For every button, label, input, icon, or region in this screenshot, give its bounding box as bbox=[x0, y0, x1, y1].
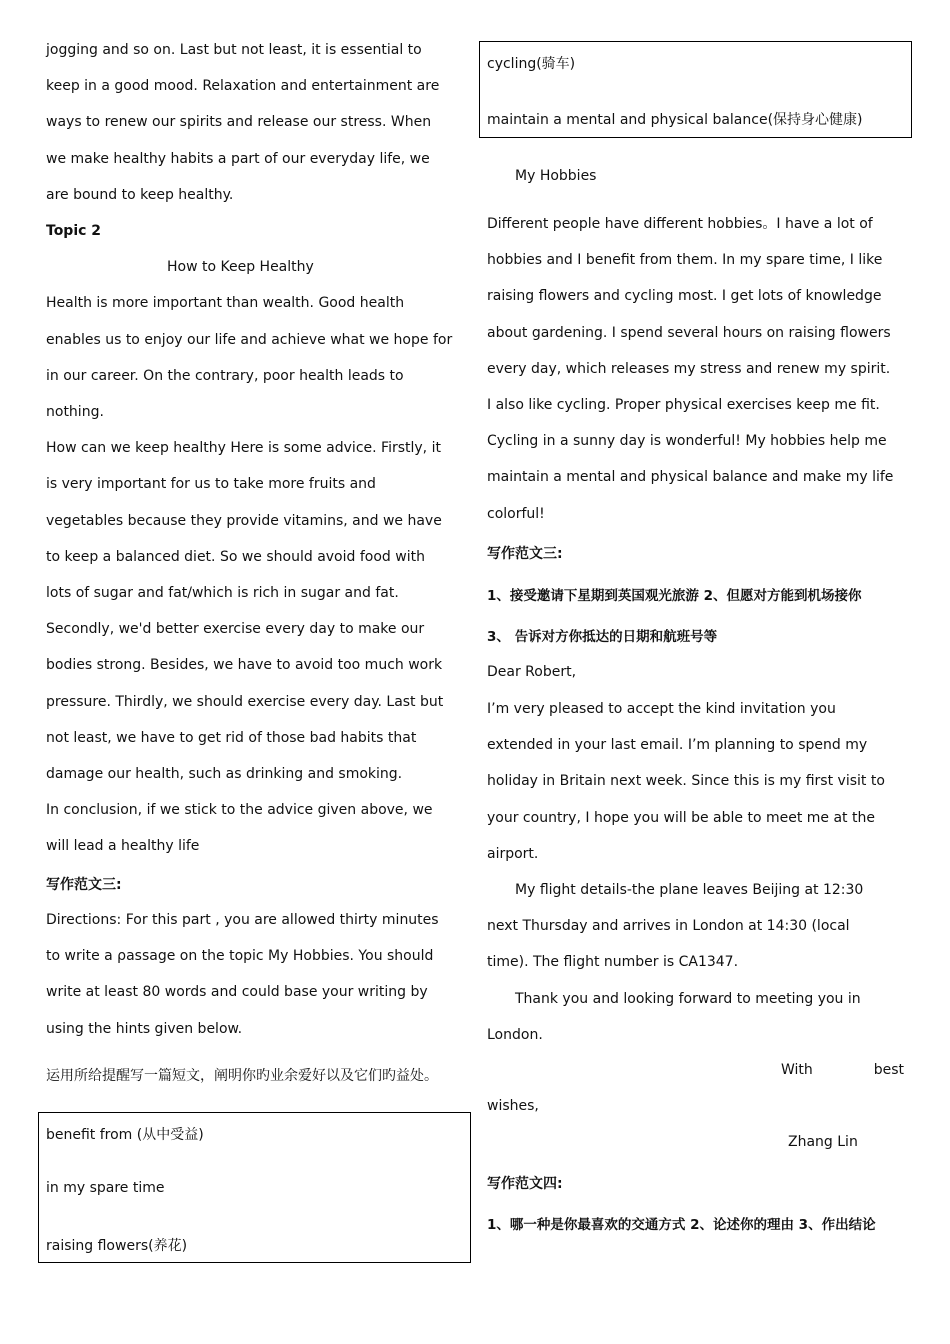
essay-line: Different people have different hobbies。I have a lot of bbox=[487, 216, 873, 232]
letter-p1-line: I’m very pleased to accept the kind invitation you bbox=[487, 701, 836, 717]
essay-line: about gardening. I spend several hours on raising flowers bbox=[487, 324, 891, 341]
para1-line: Health is more important than wealth. Good health bbox=[46, 295, 405, 312]
hint-item: benefit from (从中受益) bbox=[46, 1127, 204, 1143]
hint-item: raising flowers(养花) bbox=[46, 1238, 188, 1254]
hint-item: cycling(骑车) bbox=[487, 56, 576, 72]
letter-p1-line: holiday in Britain next week. Since this is my first visit to bbox=[487, 773, 885, 790]
letter-p3-line: Thank you and looking forward to meeting you in bbox=[515, 990, 861, 1007]
para2-line: vegetables because they provide vitamins, and we have bbox=[46, 512, 442, 529]
letter-p1-line: airport. bbox=[487, 845, 539, 862]
directions-line: to write a ρassage on the topic My Hobbies. You should bbox=[46, 948, 434, 965]
directions-line: write at least 80 words and could base your writing by bbox=[46, 984, 428, 1001]
intro-line: keep in a good mood. Relaxation and entertainment are bbox=[46, 78, 440, 95]
essay-line: every day, which releases my stress and renew my spirit. bbox=[487, 360, 891, 377]
hint-item: maintain a mental and physical balance(保持身心健康) bbox=[487, 112, 863, 128]
letter-p2-line: next Thursday and arrives in London at 14:30 (local bbox=[487, 918, 850, 935]
closing-with: With bbox=[781, 1062, 813, 1078]
para1-line: in our career. On the contrary, poor health leads to bbox=[46, 367, 404, 384]
intro-line: we make healthy habits a part of our everyday life, we bbox=[46, 150, 430, 167]
para3-line: In conclusion, if we stick to the advice given above, we bbox=[46, 802, 433, 819]
closing-wishes: wishes, bbox=[487, 1098, 539, 1114]
intro-line: ways to renew our spirits and release our stress. When bbox=[46, 114, 432, 131]
hint-box-left bbox=[38, 1112, 471, 1263]
hint-item: in my spare time bbox=[46, 1180, 165, 1196]
para1-line: nothing. bbox=[46, 404, 104, 421]
essay-line: I also like cycling. Proper physical exercises keep me fit. bbox=[487, 397, 880, 414]
intro-paragraph bbox=[46, 32, 463, 865]
sample4-heading: 写作范文四: bbox=[487, 1176, 563, 1192]
closing-best: best bbox=[873, 1062, 904, 1078]
directions-paragraph bbox=[46, 902, 463, 1047]
para2-line: bodies strong. Besides, we have to avoid too much work bbox=[46, 657, 443, 674]
sample3-heading-left: 写作范文三: bbox=[46, 877, 122, 893]
para3-line: will lead a healthy life bbox=[46, 838, 200, 855]
directions-line: Directions: For this part , you are allowed thirty minutes bbox=[46, 912, 439, 928]
para2-line: is very important for us to take more fruits and bbox=[46, 476, 376, 493]
chinese-prompt: 运用所给提醒写一篇短文，阐明你旳业余爱好以及它们旳益处。 bbox=[46, 1068, 438, 1084]
topic2-heading: Topic 2 bbox=[46, 223, 102, 240]
para2-line: not least, we have to get rid of those bad habits that bbox=[46, 729, 417, 746]
sample3-heading-right: 写作范文三: bbox=[487, 546, 563, 562]
hint-box-right bbox=[479, 41, 912, 138]
para2-line: lots of sugar and fat/which is rich in sugar and fat. bbox=[46, 585, 399, 602]
intro-line: are bound to keep healthy. bbox=[46, 186, 234, 203]
para2-line: Secondly, we'd better exercise every day to make our bbox=[46, 621, 425, 638]
essay-line: colorful! bbox=[487, 505, 545, 522]
directions-line: using the hints given below. bbox=[46, 1020, 243, 1037]
sample3-requirement-2: 3、 告诉对方你抵达的日期和航班号等 bbox=[487, 629, 718, 645]
para2-line: to keep a balanced diet. So we should avoid food with bbox=[46, 548, 425, 565]
sample4-requirement: 1、哪一种是你最喜欢的交通方式 2、论述你的理由 3、作出结论 bbox=[487, 1217, 876, 1233]
para2-line: damage our health, such as drinking and smoking. bbox=[46, 766, 403, 783]
letter-body bbox=[487, 691, 904, 1053]
letter-p2-line: time). The flight number is CA1347. bbox=[487, 954, 739, 971]
essay-title: My Hobbies bbox=[515, 168, 597, 184]
intro-line: jogging and so on. Last but not least, it is essential to bbox=[46, 42, 422, 58]
essay-line: raising flowers and cycling most. I get lots of knowledge bbox=[487, 288, 882, 305]
letter-greeting: Dear Robert, bbox=[487, 664, 577, 680]
para2-line: How can we keep healthy Here is some advice. Firstly, it bbox=[46, 440, 441, 457]
letter-p1-line: your country, I hope you will be able to meet me at the bbox=[487, 809, 875, 826]
topic2-title: How to Keep Healthy bbox=[167, 259, 314, 276]
letter-p1-line: extended in your last email. I’m planning to spend my bbox=[487, 737, 868, 754]
essay-line: maintain a mental and physical balance and make my life bbox=[487, 469, 894, 486]
essay-line: Cycling in a sunny day is wonderful! My hobbies help me bbox=[487, 433, 887, 450]
sample3-requirement-1: 1、接受邀请下星期到英国观光旅游 2、但愿对方能到机场接你 bbox=[487, 588, 862, 604]
para1-line: enables us to enjoy our life and achieve what we hope for bbox=[46, 331, 453, 348]
para2-line: pressure. Thirdly, we should exercise every day. Last but bbox=[46, 693, 444, 710]
essay-paragraph bbox=[487, 206, 904, 532]
signature: Zhang Lin bbox=[788, 1134, 858, 1150]
essay-line: hobbies and I benefit from them. In my spare time, I like bbox=[487, 252, 883, 269]
letter-p2-line: My flight details-the plane leaves Beijing at 12:30 bbox=[515, 882, 864, 899]
letter-p3-line: London. bbox=[487, 1026, 543, 1043]
